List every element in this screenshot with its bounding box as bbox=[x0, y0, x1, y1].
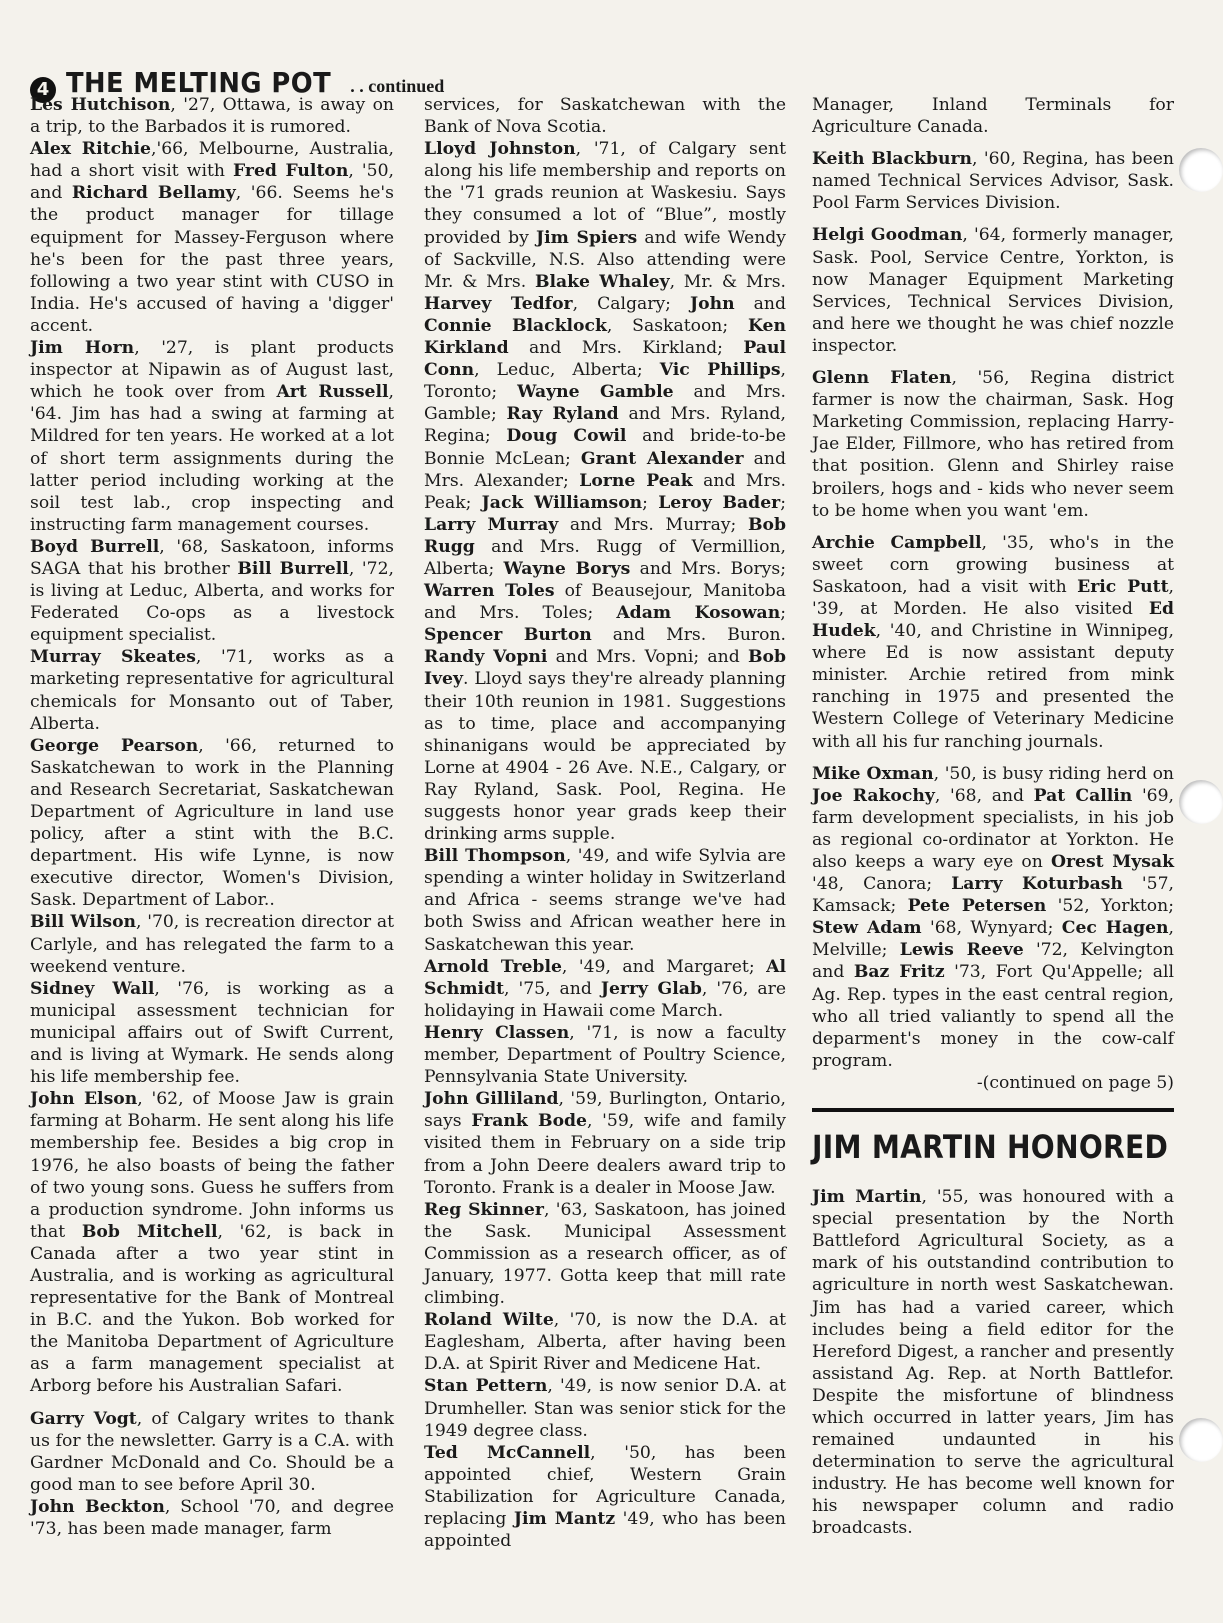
section-divider bbox=[812, 1108, 1174, 1112]
binder-hole bbox=[1179, 1418, 1223, 1462]
news-item: Murray Skeates, '71, works as a marketing representative for agricultural chemicals for Monsanto out of Taber, Alberta. bbox=[30, 647, 394, 734]
news-item: John Elson, '62, of Moose Jaw is grain farming at Boharm. He sent along his life membership fee. Besides a big crop in 1976, he also boasts of being the father of two young sons. Guess he suffers from a production syndrome. John informs us that Bob Mitchell, '62, is back in Canada after a two year stint in Australia, and is working as agricultural representative for the Bank of Montreal in B.C. and the Yukon. Bob worked for the Manitoba Department of Agriculture as a farm management specialist at Arborg before his Australian Safari. bbox=[30, 1089, 394, 1397]
news-item: Bill Wilson, '70, is recreation director at Carlyle, and has relegated the farm to a weekend venture. bbox=[30, 912, 395, 977]
sidebar-story-body: Jim Martin, '55, was honoured with a special presentation by the North Battleford Agricultural Society, as a mark of his outstandind contribution to agriculture in north west Saskatchewan. Jim has had a varied career, which includes being a field editor for the Hereford Digest, a rancher and presently assistand Ag. Rep. at North Battlefor. Despite the misfortune of blindness which occurred in latter years, Jim has remained undaunted in his determination to serve the agricultural industry. He has become well known for his newspaper column and radio broadcasts. bbox=[812, 1187, 1174, 1539]
news-item: Boyd Burrell, '68, Saskatoon, informs SAGA that his brother Bill Burrell, '72, is living at Leduc, Alberta, and works for Federated Co-ops as a livestock equipment specialist. bbox=[30, 536, 394, 646]
news-item: John Gilliland, '59, Burlington, Ontario, says Frank Bode, '59, wife and family visited them in February on a side trip from a John Deere dealers award trip to Toronto. Frank is a dealer in Moose Jaw. bbox=[424, 1089, 786, 1198]
news-item: Jim Horn, '27, is plant products inspector at Nipawin as of August last, which he took over from Art Russell, '64. Jim has had a swing at farming at Mildred for ten years. He worked at a lot of short term assignments during the latter period including working at the soil test lab., crop inspecting and instructing farm management courses. bbox=[30, 338, 394, 535]
news-item: Lloyd Johnston, '71, of Calgary sent along his life membership and reports on the '71 grads reunion at Waskesiu. Says they consumed a lot of “Blue”, mostly provided by Jim Spiers and wife Wendy of Sackville, N.S. Also attending were Mr. & Mrs. Blake Whaley, Mr. & Mrs. Harvey Tedfor, Calgary; John and Connie Blacklock, Saskatoon; Ken Kirkland and Mrs. Kirkland; Paul Conn, Leduc, Alberta; Vic Phillips, Toronto; Wayne Gamble and Mrs. Gamble; Ray Ryland and Mrs. Ryland, Regina; Doug Cowil and bride-to-be Bonnie McLean; Grant Alexander and Mrs. Alexander; Lorne Peak and Mrs. Peak; Jack Williamson; Leroy Bader; Larry Murray and Mrs. Murray; Bob Rugg and Mrs. Rugg of Vermillion, Alberta; Wayne Borys and Mrs. Borys; Warren Toles of Beausejour, Manitoba and Mrs. Toles; Adam Kosowan; Spencer Burton and Mrs. Buron. Randy Vopni and Mrs. Vopni; and Bob Ivey. Lloyd says they're already planning their 10th reunion in 1981. Suggestions as to time, place and accompanying shinanigans would be appreciated by Lorne at 4904 - 26 Ave. N.E., Calgary, or Ray Ryland, Sask. Pool, Regina. He suggests honor year grads keep their drinking arms supple. bbox=[424, 139, 787, 845]
column-3 bbox=[812, 94, 1174, 1540]
news-item: Reg Skinner, '63, Saskatoon, has joined the Sask. Municipal Assessment Commission as a research officer, as of January, 1977. Gotta keep that mill rate climbing. bbox=[424, 1199, 786, 1309]
column-2 bbox=[424, 94, 786, 1552]
sidebar-story-title: JIM MARTIN HONORED bbox=[812, 1128, 1169, 1167]
news-item: Manager, Inland Terminals for Agriculture Canada. bbox=[812, 95, 1174, 138]
continued-on-note: -(continued on page 5) bbox=[976, 1072, 1174, 1093]
news-item: George Pearson, '66, returned to Saskatchewan to work in the Planning and Research Secretariat, Saskatchewan Department of Agriculture in land use policy, after a stint with the B.C. department. His wife Lynne, is now executive director, Women's Division, Sask. Department of Labor.. bbox=[30, 735, 395, 911]
news-item: Helgi Goodman, '64, formerly manager, Sask. Pool, Service Centre, Yorkton, is now Manager Equipment Marketing Services, Technical Services Division, and here we thought he was chief nozzle inspector. bbox=[812, 225, 1174, 356]
news-item: Stan Pettern, '49, is now senior D.A. at Drumheller. Stan was senior stick for the 1949 degree class. bbox=[424, 1376, 787, 1441]
continued-label: . . continued bbox=[350, 76, 445, 96]
news-item: Henry Classen, '71, is now a faculty member, Department of Poultry Science, Pennsylvania State University. bbox=[424, 1022, 787, 1088]
news-item: Roland Wilte, '70, is now the D.A. at Eaglesham, Alberta, after having been D.A. at Spirit River and Medicene Hat. bbox=[424, 1310, 786, 1375]
page-number-badge: 4 bbox=[30, 77, 56, 103]
binder-hole bbox=[1179, 148, 1223, 192]
news-item: Mike Oxman, '50, is busy riding herd on Joe Rakochy, '68, and Pat Callin '69, farm development specialists, in his job as regional co-ordinator at Yorkton. He also keeps a wary eye on Orest Mysak '48, Canora; Larry Koturbash '57, Kamsack; Pete Petersen '52, Yorkton; Stew Adam '68, Wynyard; Cec Hagen, Melville; Lewis Reeve '72, Kelvington and Baz Fritz '73, Fort Qu'Appelle; all Ag. Rep. types in the east central region, who all tried valiantly to spend all the deparment's money in the cow-calf program. bbox=[812, 763, 1175, 1071]
news-item: Garry Vogt, of Calgary writes to thank us for the newsletter. Garry is a C.A. with Gardner McDonald and Co. Should be a good man to see before April 30. bbox=[30, 1408, 394, 1495]
news-item: Archie Campbell, '35, who's in the sweet corn growing business at Saskatoon, had a visit with Eric Putt, '39, at Morden. He also visited Ed Hudek, '40, and Christine in Winnipeg, where Ed is now assistant deputy minister. Archie retired from mink ranching in 1975 and presented the Western College of Veterinary Medicine with all his fur ranching journals. bbox=[812, 532, 1175, 752]
news-item: John Beckton, School '70, and degree '73, has been made manager, farm bbox=[30, 1496, 394, 1539]
news-item: Bill Thompson, '49, and wife Sylvia are spending a winter holiday in Switzerland and Africa - seems strange we've had both Swiss and African weather here in Saskatchewan this year. bbox=[424, 846, 786, 955]
news-item: services, for Saskatchewan with the Bank of Nova Scotia. bbox=[424, 95, 786, 138]
page-title: THE MELTING POT bbox=[66, 66, 332, 99]
column-3-items bbox=[812, 94, 1174, 1072]
news-item: Alex Ritchie,'66, Melbourne, Australia, had a short visit with Fred Fulton, '50, and Richard Bellamy, '66. Seems he's the product manager for tillage equipment for Massey-Ferguson where he's been for the past three years, following a two year stint with CUSO in India. He's accused of having a 'digger' accent. bbox=[30, 139, 394, 336]
news-item: Arnold Treble, '49, and Margaret; Al Schmidt, '75, and Jerry Glab, '76, are holidaying in Hawaii come March. bbox=[424, 956, 786, 1021]
news-item: Les Hutchison, '27, Ottawa, is away on a trip, to the Barbados it is rumored. bbox=[30, 95, 394, 138]
news-item: Sidney Wall, '76, is working as a municipal assessment technician for municipal affairs out of Swift Current, and is living at Wymark. He sends along his life membership fee. bbox=[30, 978, 394, 1088]
news-item: Keith Blackburn, '60, Regina, has been named Technical Services Advisor, Sask. Pool Farm Services Division. bbox=[812, 149, 1174, 214]
column-1 bbox=[30, 94, 394, 1540]
binder-hole bbox=[1179, 780, 1223, 824]
news-item: Ted McCannell, '50, has been appointed chief, Western Grain Stabilization for Agriculture Canada, replacing Jim Mantz '49, who has been appointed bbox=[424, 1442, 787, 1552]
news-item: Glenn Flaten, '56, Regina district farmer is now the chairman, Sask. Hog Marketing Commission, replacing Harry-Jae Elder, Fillmore, who has retired from that position. Glenn and Shirley raise broilers, hogs and - kids who never seem to be home when you want 'em. bbox=[812, 368, 1174, 521]
